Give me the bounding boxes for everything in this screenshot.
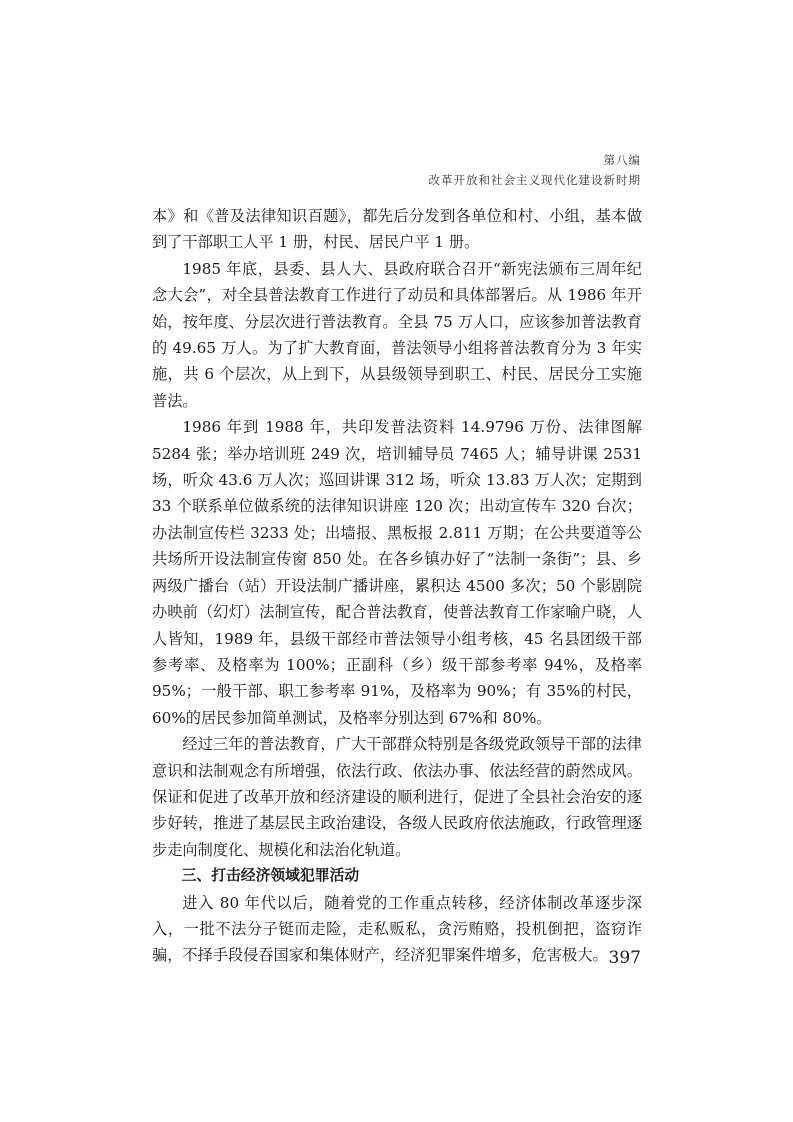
header-title: 改革开放和社会主义现代化建设新时期: [428, 173, 641, 187]
section-heading: 三、打击经济领域犯罪活动: [181, 867, 360, 885]
page-number: 397: [608, 948, 641, 968]
header-part: 第八编: [603, 153, 641, 167]
paragraph-continued: 本》和《普及法律知识百题》，都先后分发到各单位和村、小组，基本做到了干部职工人平 1 册，村民、居民户平 1 册。: [152, 207, 642, 252]
paragraph: 进入 80 年代以后，随着党的工作重点转移，经济体制改革逐步深入，一批不法分子铤而走险，走私贩私，贪污贿赂，投机倒把，盗窃诈骗，不择手段侵吞国家和集体财产，经济犯罪案件增多，危害极大。: [152, 893, 642, 965]
paragraph: 经过三年的普法教育，广大干部群众特别是各级党政领导干部的法律意识和法制观念有所增强，依法行政、依法办事、依法经营的蔚然成风。保证和促进了改革开放和经济建设的顺利进行，促进了全县社会治安的逐步好转，推进了基层民主政治建设，各级人民政府依法施政，行政管理逐步走向制度化、规模化和法治化轨道。: [152, 735, 642, 859]
paragraph: 1986 年到 1988 年，共印发普法资料 14.9796 万份、法律图解 5284 张；举办培训班 249 次，培训辅导员 7465 人；辅导讲课 2531 场，听众 43.6 万人次；巡回讲课 312 场，听众 13.83 万人次；定期到 33 个联系单位做系统的法律知识讲座 120 次；出动宣传车 320 台次；办法制宣传栏 3233 处；出墙报、黑板报 2.811 万期；在公共要道等公共场所开设法制宣传窗 850 处。在各乡镇办好了“法制一条街”；县、乡两级广播台（站）开设法制广播讲座，累积达 4500 多次；50 个影剧院办映前（幻灯）法制宣传，配合普法教育，使普法教育工作家喻户晓，人人皆知，1989 年，县级干部经市普法领导小组考核，45 名县团级干部参考率、及格率为 100%；正副科（乡）级干部参考率 94%，及格率 95%；一般干部、职工参考率 91%，及格率为 90%；有 35%的村民，60%的居民参加简单测试，及格率分别达到 67%和 80%。: [152, 418, 642, 727]
paragraph: 1985 年底，县委、县人大、县政府联合召开“新宪法颁布三周年纪念大会”，对全县普法教育工作进行了动员和具体部署后。从 1986 年开始，按年度、分层次进行普法教育。全县 75 万人口，应该参加普法教育的 49.65 万人。为了扩大教育面，普法领导小组将普法教育分为 3 年实施，共 6 个层次，从上到下，从县级领导到职工、村民、居民分工实施普法。: [152, 259, 642, 410]
running-header: [429, 150, 642, 190]
page-body: [152, 203, 642, 969]
